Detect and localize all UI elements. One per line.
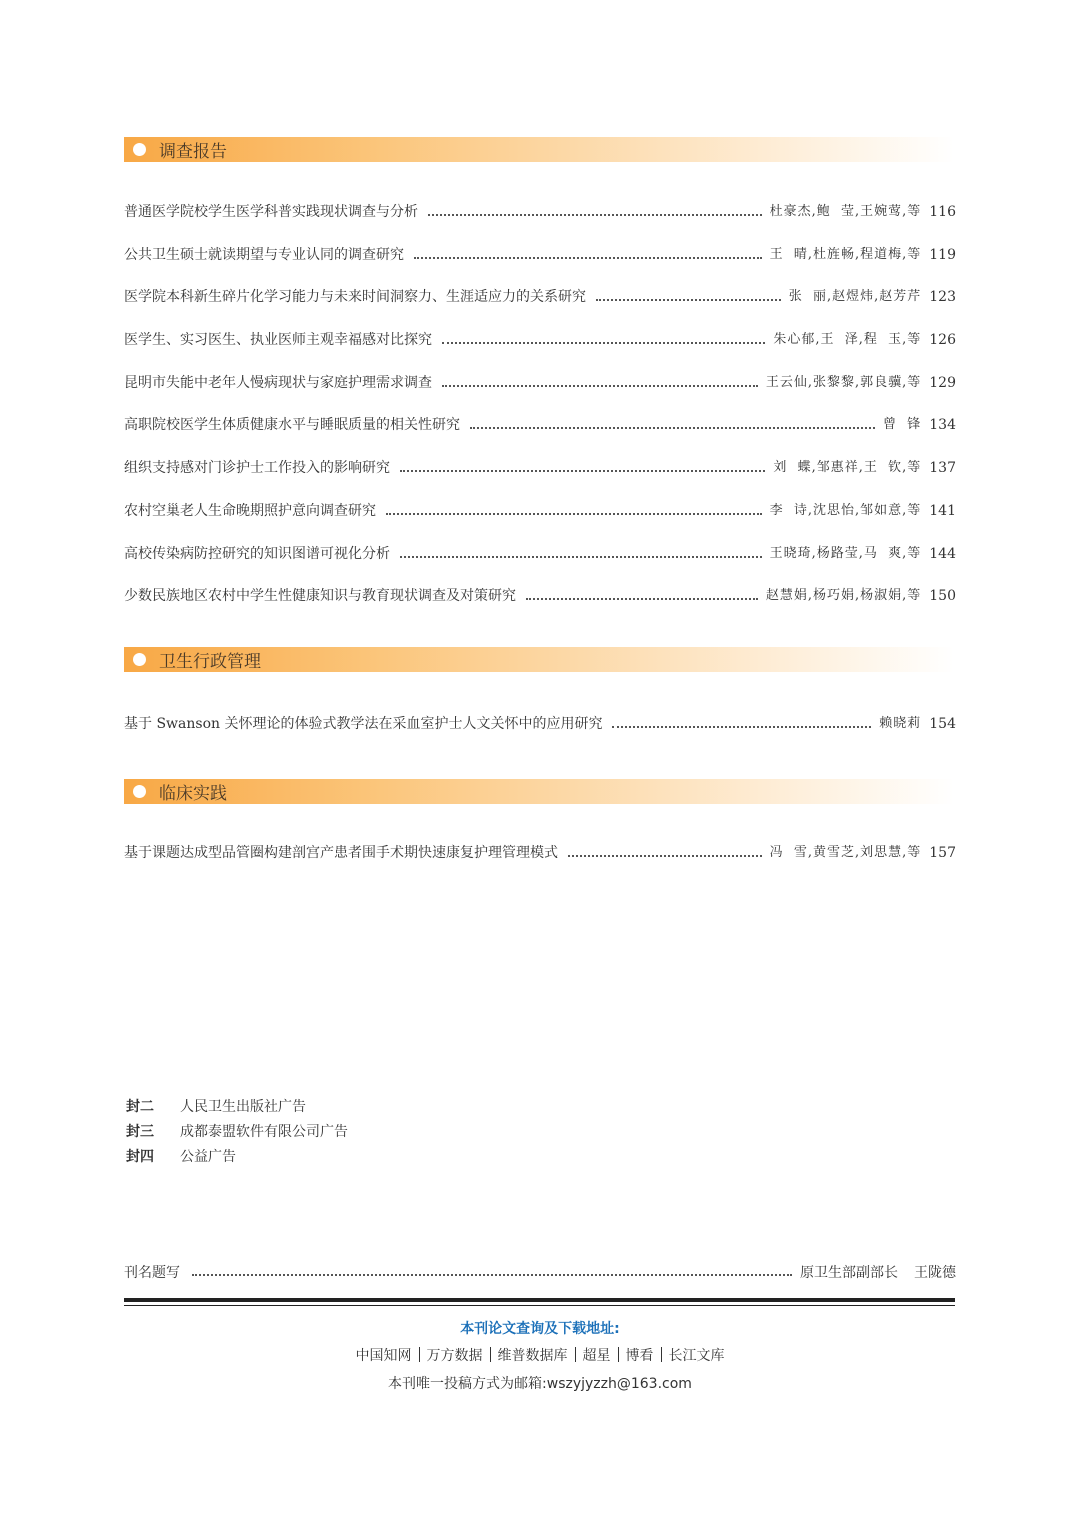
entry-title: 高职院校医学生体质健康水平与睡眠质量的相关性研究 (124, 417, 460, 433)
entry-title: 基于 Swanson 关怀理论的体验式教学法在采血室护士人文关怀中的应用研究 (124, 716, 603, 732)
cover-value: 公益广告 (180, 1149, 236, 1165)
cover-key: 封三 (126, 1124, 154, 1140)
entry-authors: 刘 蝶,邹惠祥,王 钦,等 (773, 460, 922, 475)
cover-value: 人民卫生出版社广告 (180, 1099, 306, 1115)
submission-email: 本刊唯一投稿方式为邮箱:wszyjyzzh@163.com (388, 1376, 692, 1392)
entry-title: 高校传染病防控研究的知识图谱可视化分析 (124, 546, 390, 562)
dot-leader (442, 342, 765, 344)
entry-title: 基于课题达成型品管圈构建剖宫产患者围手术期快速康复护理管理模式 (124, 845, 558, 861)
database-bookan[interactable]: 博看 (625, 1348, 654, 1364)
entry-page: 134 (929, 417, 956, 433)
entry-authors: 李 诗,沈思怡,邹如意,等 (769, 503, 922, 518)
masthead-label: 刊名题写 (124, 1265, 180, 1281)
entry-authors: 赖晓莉 (879, 716, 922, 731)
database-wanfang[interactable]: 万方数据 (426, 1348, 483, 1364)
cover-value: 成都泰盟软件有限公司广告 (180, 1124, 348, 1140)
dot-leader (596, 299, 781, 301)
section-title: 调查报告 (159, 142, 227, 162)
separator (575, 1347, 576, 1362)
section-header-health-admin (124, 647, 954, 672)
cover-key: 封四 (126, 1149, 154, 1165)
toc-entry[interactable] (124, 587, 956, 605)
dot-leader (192, 1274, 792, 1276)
dot-leader (414, 257, 762, 259)
entry-title: 组织支持感对门诊护士工作投入的影响研究 (124, 460, 390, 476)
cover-item (126, 1121, 348, 1141)
dot-leader (470, 427, 875, 429)
entry-page: 137 (929, 460, 956, 476)
entry-title: 少数民族地区农村中学生性健康知识与教育现状调查及对策研究 (124, 588, 516, 604)
toc-entry[interactable] (124, 545, 956, 563)
cover-item (126, 1096, 306, 1116)
entry-page: 116 (929, 204, 956, 220)
section-header-survey (124, 137, 954, 162)
entry-authors: 张 丽,赵煜炜,赵芳芹 (788, 289, 922, 304)
bullet-icon (133, 785, 146, 798)
database-cnki[interactable]: 中国知网 (355, 1348, 412, 1364)
entry-authors: 杜豪杰,鲍 莹,王婉莺,等 (769, 204, 922, 219)
entry-page: 157 (929, 845, 956, 861)
separator (618, 1347, 619, 1362)
entry-authors: 王晓琦,杨路莹,马 爽,等 (769, 546, 922, 561)
database-changjiang[interactable]: 长江文库 (668, 1348, 725, 1364)
entry-title: 公共卫生硕士就读期望与专业认同的调查研究 (124, 247, 404, 263)
entry-page: 126 (929, 332, 956, 348)
entry-page: 154 (929, 716, 956, 732)
dot-leader (428, 214, 762, 216)
bullet-icon (133, 653, 146, 666)
entry-title: 农村空巢老人生命晚期照护意向调查研究 (124, 503, 376, 519)
separator (419, 1347, 420, 1362)
toc-entry[interactable] (124, 416, 956, 434)
cover-item (126, 1146, 236, 1166)
toc-entry[interactable] (124, 844, 956, 862)
entry-title: 昆明市失能中老年人慢病现状与家庭护理需求调查 (124, 375, 432, 391)
section-header-clinical (124, 779, 954, 804)
divider-thin (124, 1305, 955, 1306)
entry-page: 129 (929, 375, 956, 391)
entry-page: 150 (929, 588, 956, 604)
section-title: 临床实践 (159, 784, 227, 804)
dot-leader (442, 385, 758, 387)
toc-entry[interactable] (124, 715, 956, 733)
toc-entry[interactable] (124, 502, 956, 520)
dot-leader (568, 855, 762, 857)
entry-page: 144 (929, 546, 956, 562)
database-chaoxing[interactable]: 超星 (582, 1348, 611, 1364)
masthead-name: 王陇德 (914, 1265, 956, 1281)
masthead-credit (124, 1262, 956, 1282)
entry-page: 141 (929, 503, 956, 519)
entry-authors: 朱心郁,王 泽,程 玉,等 (773, 332, 922, 347)
dot-leader (400, 470, 765, 472)
toc-entry[interactable] (124, 374, 956, 392)
dot-leader (400, 556, 762, 558)
entry-page: 119 (929, 247, 956, 263)
entry-title: 普通医学院校学生医学科普实践现状调查与分析 (124, 204, 418, 220)
toc-entry[interactable] (124, 203, 956, 221)
toc-entry[interactable] (124, 331, 956, 349)
entry-authors: 王云仙,张黎黎,郭良骥,等 (765, 375, 922, 390)
entry-title: 医学院本科新生碎片化学习能力与未来时间洞察力、生涯适应力的关系研究 (124, 289, 586, 305)
entry-authors: 曾 锋 (883, 417, 922, 432)
dot-leader (526, 598, 758, 600)
toc-entry[interactable] (124, 246, 956, 264)
cover-key: 封二 (126, 1099, 154, 1115)
bullet-icon (133, 143, 146, 156)
dot-leader (612, 726, 871, 728)
separator (661, 1347, 662, 1362)
entry-page: 123 (929, 289, 956, 305)
database-list (0, 1345, 1080, 1365)
toc-entry[interactable] (124, 459, 956, 477)
footer-heading: 本刊论文查询及下载地址: (460, 1321, 620, 1337)
entry-title: 医学生、实习医生、执业医师主观幸福感对比探究 (124, 332, 432, 348)
divider-thick (124, 1298, 955, 1302)
database-vip[interactable]: 维普数据库 (497, 1348, 568, 1364)
dot-leader (386, 513, 762, 515)
masthead-title: 原卫生部副部长 (800, 1265, 898, 1281)
separator (490, 1347, 491, 1362)
entry-authors: 王 晴,杜旌畅,程道梅,等 (769, 247, 922, 262)
section-title: 卫生行政管理 (159, 652, 261, 672)
entry-authors: 赵慧娟,杨巧娟,杨淑娟,等 (765, 588, 922, 603)
entry-authors: 冯 雪,黄雪芝,刘思慧,等 (769, 845, 922, 860)
toc-entry[interactable] (124, 288, 956, 306)
